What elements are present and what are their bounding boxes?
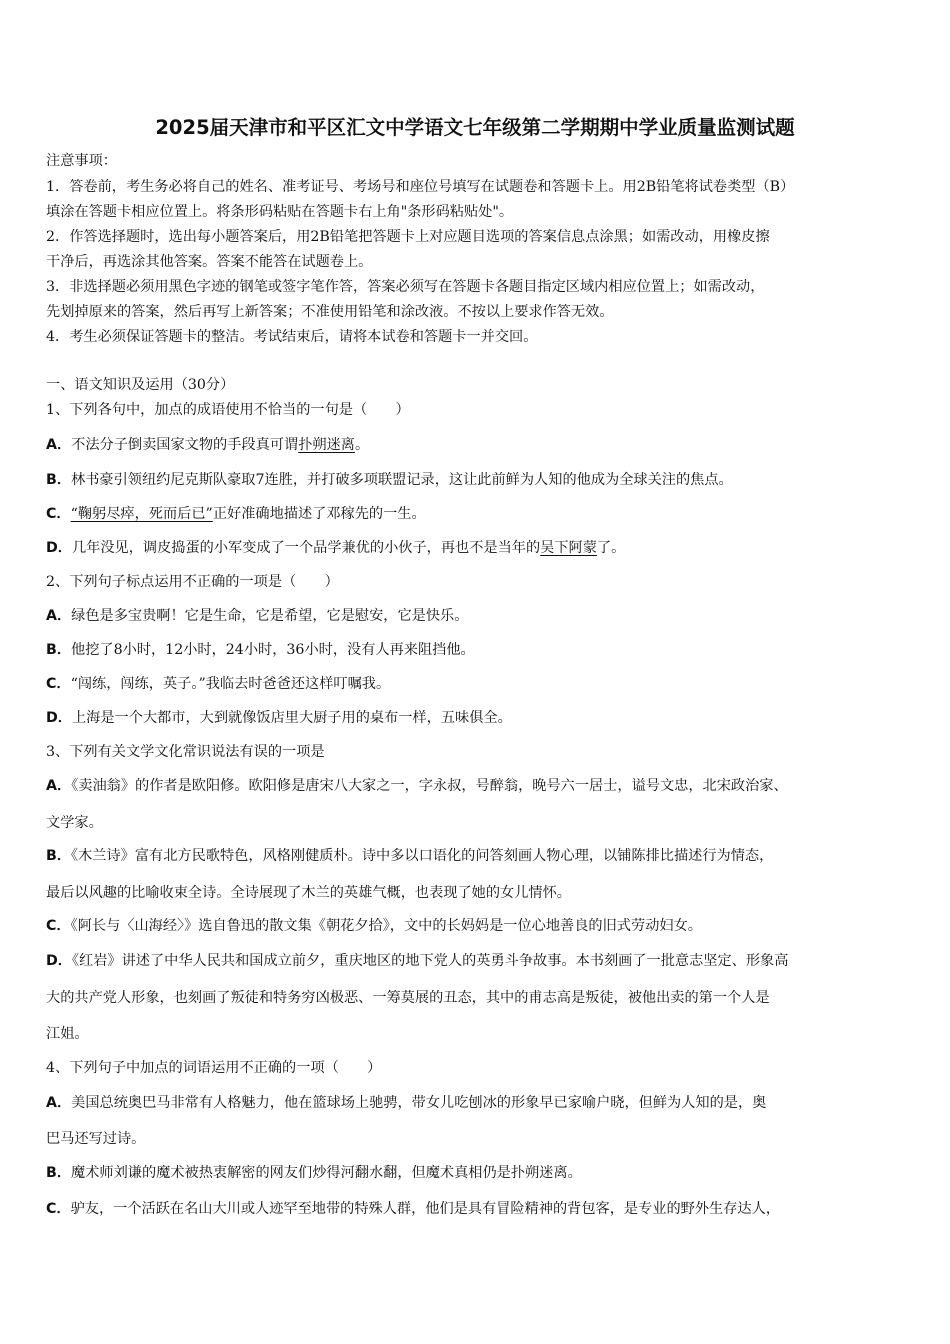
marked-phrase: 鲜为人知 bbox=[505, 472, 563, 488]
option-text: 了。 bbox=[596, 540, 626, 556]
option-label: C． bbox=[46, 506, 71, 522]
question-1-option-d bbox=[46, 538, 625, 558]
question-1-option-a bbox=[46, 435, 369, 455]
option-text: 不法分子倒卖国家文物的手段真可谓 bbox=[71, 437, 299, 453]
option-label: A． bbox=[46, 437, 72, 453]
question-4-option-b bbox=[46, 1163, 582, 1183]
question-3-option-b-cont: 最后以风趣的比喻收束全诗。全诗展现了木兰的英雄气概，也表现了她的女儿情怀。 bbox=[46, 885, 571, 901]
option-text: 的他成为全球关注的焦点。 bbox=[562, 472, 733, 488]
option-text: 驴友，一个活跃在名山大川或人迹罕至地带的特殊人群，他们是具有冒险精神的背包客，是专业的野外生存达人， bbox=[70, 1201, 780, 1217]
question-1-option-b bbox=[46, 470, 733, 490]
marked-phrase: “鞠躬尽瘁，死而后已” bbox=[70, 506, 213, 522]
option-text: 《卖油翁》的作者是欧阳修。欧阳修是唐宋八大家之一，字永叔，号醉翁，晚号六一居士，谥号文忠，北宋政治家、 bbox=[71, 778, 788, 794]
option-text: 他挖了8小时，12小时，24小时，36小时，没有人再来阻挡他。 bbox=[71, 642, 475, 658]
option-text: 美国总统奥巴马非常有人格魅力，他在篮球场上驰骋，带女儿吃刨冰的形象早已家喻户晓，但鲜为人知的是，奥 bbox=[71, 1095, 767, 1111]
option-label: B． bbox=[46, 1165, 72, 1181]
question-3-stem: 3、下列有关文学文化常识说法有误的一项是 bbox=[46, 744, 325, 760]
question-4-option-a bbox=[46, 1093, 766, 1113]
question-4-option-a-cont: 巴马还写过诗。 bbox=[46, 1131, 146, 1147]
question-1-option-c bbox=[46, 504, 426, 524]
option-label: B． bbox=[46, 848, 72, 864]
notice-line: 先划掉原来的答案，然后再写上新答案；不准使用铅笔和涂改液。不按以上要求作答无效。 bbox=[46, 304, 614, 320]
option-label: B． bbox=[46, 472, 72, 488]
question-2-option-a bbox=[46, 606, 468, 626]
option-text: 《红岩》讲述了中华人民共和国成立前夕，重庆地区的地下党人的英勇斗争故事。本书刻画了一批意志坚定、形象高 bbox=[71, 953, 789, 969]
question-2-option-c bbox=[46, 674, 390, 694]
option-text: “闯练，闯练，英子。”我临去时爸爸还这样叮嘱我。 bbox=[70, 676, 391, 692]
option-label: C． bbox=[46, 676, 71, 692]
question-2-stem: 2、下列句子标点运用不正确的一项是（ ） bbox=[46, 574, 339, 590]
question-4-option-c bbox=[46, 1199, 780, 1219]
marked-phrase: 扑朔迷离 bbox=[298, 437, 355, 453]
notice-line: 填涂在答题卡相应位置上。将条形码粘贴在答题卡右上角"条形码粘贴处"。 bbox=[46, 204, 514, 220]
question-3-option-d-cont: 江姐。 bbox=[46, 1026, 89, 1042]
option-text: 《木兰诗》富有北方民歌特色，风格刚健质朴。诗中多以口语化的问答刻画人物心理，以铺陈排比描述行为情态， bbox=[71, 848, 774, 864]
option-label: D． bbox=[46, 710, 72, 726]
notice-line: 1．答卷前，考生务必将自己的姓名、准考证号、考场号和座位号填写在试题卷和答题卡上。用2B铅笔将试卷类型（B） bbox=[46, 179, 795, 195]
question-4-stem: 4、下列句子中加点的词语运用不正确的一项（ ） bbox=[46, 1060, 382, 1076]
question-3-option-a-cont: 文学家。 bbox=[46, 815, 103, 831]
notice-line: 干净后，再选涂其他答案。答案不能答在试题卷上。 bbox=[46, 254, 373, 270]
option-label: B． bbox=[46, 642, 72, 658]
option-text: 林书豪引领纽约尼克斯队豪取7连胜，并打破多项联盟记录，这让此前 bbox=[71, 472, 506, 488]
option-label: A． bbox=[46, 1095, 72, 1111]
question-3-option-b bbox=[46, 846, 773, 866]
option-label: D． bbox=[46, 953, 72, 969]
option-text: 绿色是多宝贵啊！它是生命，它是希望，它是慰安，它是快乐。 bbox=[71, 608, 469, 624]
option-label: C． bbox=[46, 1201, 71, 1217]
option-text: 魔术师刘谦的魔术被热衷解密的网友们炒得河翻水翻，但魔术真相仍是扑朔迷离。 bbox=[71, 1165, 582, 1181]
question-2-option-b bbox=[46, 640, 475, 660]
option-label: C． bbox=[46, 918, 71, 934]
notice-line: 3．非选择题必须用黑色字迹的钢笔或签字笔作答，答案必须写在答题卡各题目指定区域内相应位置上；如需改动， bbox=[46, 279, 765, 295]
page-title: 2025届天津市和平区汇文中学语文七年级第二学期期中学业质量监测试题 bbox=[155, 116, 795, 139]
question-3-option-d-cont: 大的共产党人形象，也刻画了叛徒和特务穷凶极恶、一筹莫展的丑态，其中的甫志高是叛徒，被他出卖的第一个人是 bbox=[46, 990, 770, 1006]
option-label: A． bbox=[46, 608, 72, 624]
question-1-stem: 1、下列各句中，加点的成语使用不恰当的一句是（ ） bbox=[46, 402, 410, 418]
question-3-option-d bbox=[46, 951, 788, 971]
marked-phrase: 吴下阿蒙 bbox=[540, 540, 597, 556]
option-text: 正好准确地描述了邓稼先的一生。 bbox=[212, 506, 426, 522]
question-2-option-d bbox=[46, 708, 512, 728]
notice-line: 2．作答选择题时，选出每小题答案后，用2B铅笔把答题卡上对应题目选项的答案信息点涂黑；如需改动，用橡皮擦 bbox=[46, 229, 770, 245]
option-label: D． bbox=[46, 540, 72, 556]
option-label: A． bbox=[46, 778, 72, 794]
option-text: 《阿长与〈山海经〉》选自鲁迅的散文集《朝花夕拾》，文中的长妈妈是一位心地善良的旧式劳动妇女。 bbox=[70, 918, 702, 934]
option-text: 。 bbox=[354, 437, 370, 453]
section-heading: 一、语文知识及运用（30分） bbox=[46, 377, 235, 393]
option-text: 上海是一个大都市，大到就像饭店里大厨子用的桌布一样，五味俱全。 bbox=[71, 710, 512, 726]
option-text: 几年没见，调皮捣蛋的小军变成了一个品学兼优的小伙子，再也不是当年的 bbox=[71, 540, 541, 556]
question-3-option-a bbox=[46, 776, 788, 796]
notice-line: 4．考生必须保证答题卡的整洁。考试结束后，请将本试卷和答题卡一并交回。 bbox=[46, 329, 538, 345]
notice-heading: 注意事项： bbox=[46, 153, 117, 169]
question-3-option-c bbox=[46, 916, 702, 936]
